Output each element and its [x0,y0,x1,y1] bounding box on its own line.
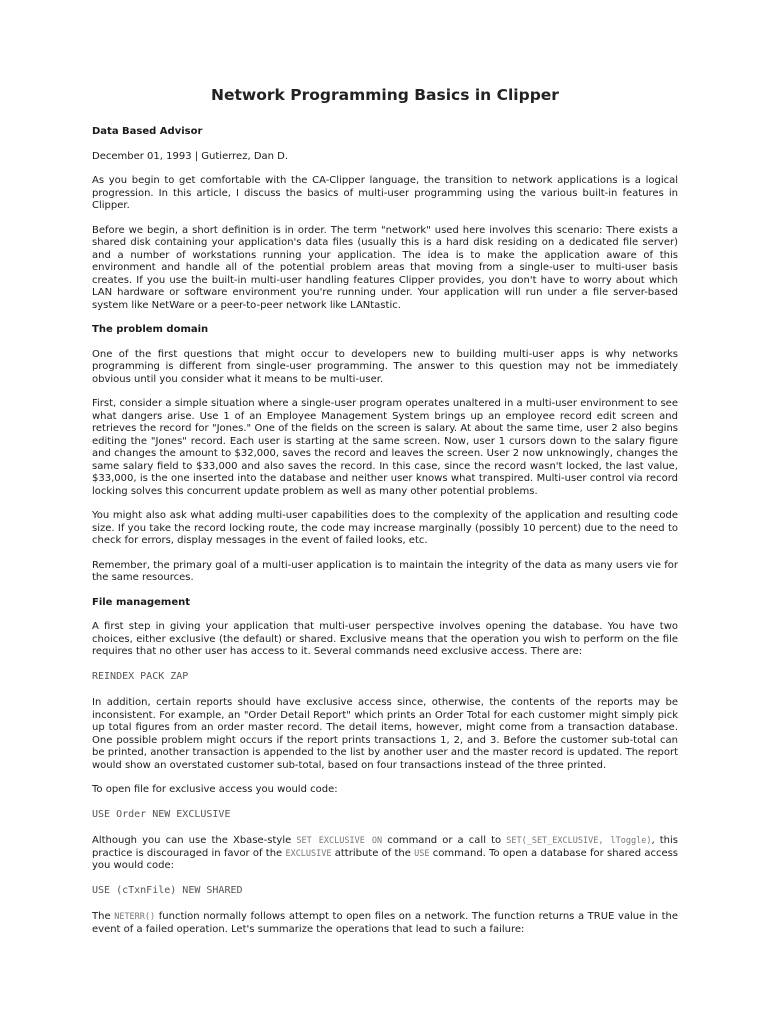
inline-code: EXCLUSIVE [285,848,332,859]
byline: Data Based Advisor [92,126,203,137]
text-run: Although you can use the Xbase-style [92,835,297,846]
paragraph-problem-3: You might also ask what adding multi-user capabilities does to the complexity of the application and resulting code size. If you take the record locking route, the code may increase marginally (possibly 10 percent) due to the need to check for errors, display messages in the event of failed looks, etc. [92,510,678,546]
code-sample-exclusive-commands: REINDEX PACK ZAP [92,670,189,682]
inline-code: SET(_SET_EXCLUSIVE, lToggle) [506,836,652,846]
paragraph-problem-2: First, consider a simple situation where a single-user program operates unaltered in a multi-user environment to see what dangers arise. Use 1 of an Employee Management System brings up an employee record edit screen and retrieves the record for "Jones." One of the fields on the screen is salary. At about the same time, user 2 also begins editing the "Jones" record. Each user is starting at the same screen. Now, user 1 cursors down to the salary figure and changes the amount to $32,000, saves the record and leaves the screen. User 2 now unknowingly, changes the same salary field to $33,000 and also saves the record. In this case, since the record wasn't locked, the last value, $33,000, is the one inserted into the database and neither user knows what transpired. Multi-user control via record locking solves this concurrent update problem as well as many other potential problems. [92,398,678,497]
section-heading-problem-domain: The problem domain [92,324,209,335]
inline-code: USE [414,848,430,859]
text-run: function normally follows attempt to open files on a network. The function returns a TRUE value in the event of a failed operation. Let's summarize the operations that lead to such a failure: [92,911,679,935]
paragraph-file-5 [92,911,678,936]
paragraph-intro: As you begin to get comfortable with the CA-Clipper language, the transition to network applications is a logical progression. In this article, I discuss the basics of multi-user programming using the various built-in features in Clipper. [92,175,678,211]
paragraph-file-4 [92,835,678,873]
code-sample-use-shared: USE (cTxnFile) NEW SHARED [92,884,243,896]
article-title: Network Programming Basics in Clipper [211,86,559,104]
paragraph-problem-1: One of the first questions that might occur to developers new to building multi-user apps is why networks programming is different from single-user programming. The answer to this question may not be immediately obvious until you consider what it means to be multi-user. [92,348,678,385]
text-run: command. To open a database for shared access you would code: [92,847,679,871]
inline-code: SET EXCLUSIVE ON [296,836,383,846]
paragraph-problem-4: Remember, the primary goal of a multi-user application is to maintain the integrity of the data as many users vie for the same resources. [92,559,678,583]
paragraph-file-1: A first step in giving your application that multi-user perspective involves opening the database. You have two choices, either exclusive (the default) or shared. Exclusive means that the operation you wish to perform on the file requires that no other user has access to it. Several commands need exclusive access. There are: [92,621,678,657]
text-run: , this practice is discouraged in favor of the [92,835,678,859]
paragraph-file-2: In addition, certain reports should have exclusive access since, otherwise, the contents of the reports may be inconsistent. For example, an "Order Detail Report" which prints an Order Total for each customer might simply pick up total figures from an order master record. The detail items, however, might come from a transaction database. One possible problem might occurs if the report prints transactions 1, 2, and 3. Before the customer sub-total can be printed, another transaction is appended to the list by another user and the master record is updated. The report would show an overstated customer sub-total, based on four transactions instead of the three printed. [92,697,678,771]
text-run: attribute of the [331,847,415,859]
article-date-author: December 01, 1993 | Gutierrez, Dan D. [92,150,289,162]
section-heading-file-management: File management [92,596,191,608]
text-run: The [92,911,115,922]
text-run: command or a call to [382,835,507,846]
paragraph-file-3: To open file for exclusive access you would code: [92,784,338,795]
paragraph-definition: Before we begin, a short definition is in order. The term "network" used here involves this scenario: There exists a shared disk containing your application's data files (usually this is a hard disk residing on a dedicated file server) and a number of workstations running your application. The idea is to make the application aware of this environment and handle all of the potential problem areas that moving from a single-user to multi-user basis creates. If you use the built-in multi-user handling features Clipper provides, you don't have to worry about which LAN hardware or software environment you're running under. Your application will run under a file server-based system like NetWare or a peer-to-peer network like LANtastic. [92,224,678,311]
inline-code: NETERR() [114,912,156,922]
code-sample-use-exclusive: USE Order NEW EXCLUSIVE [92,808,231,820]
